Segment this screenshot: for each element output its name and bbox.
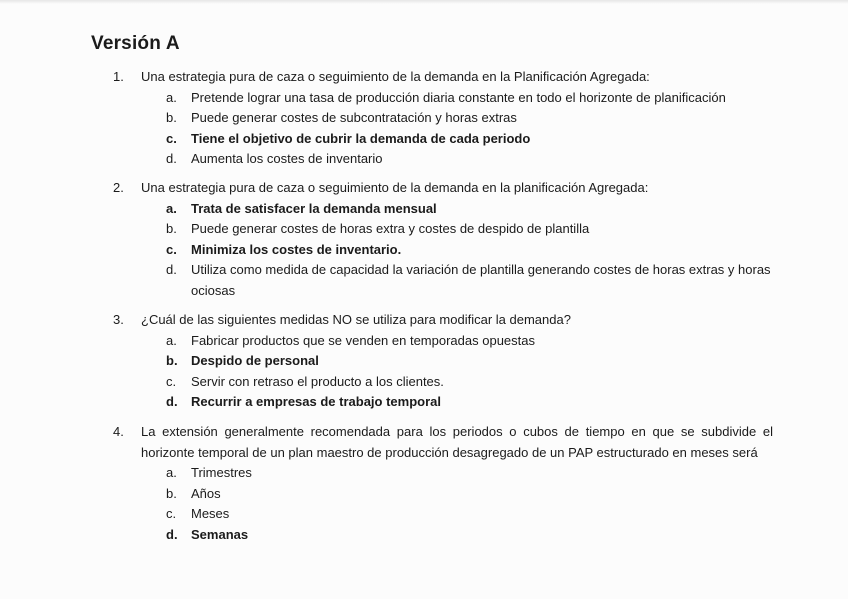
option-d bbox=[166, 525, 773, 546]
option-text: Servir con retraso el producto a los clientes. bbox=[191, 373, 444, 389]
option-a bbox=[166, 463, 773, 484]
option-b bbox=[166, 484, 773, 505]
question-number: 4. bbox=[113, 424, 124, 439]
option-letter: a. bbox=[166, 465, 177, 480]
option-text: Puede generar costes de horas extra y costes de despido de plantilla bbox=[191, 221, 590, 236]
question-text: ¿Cuál de las siguientes medidas NO se utiliza para modificar la demanda? bbox=[141, 312, 571, 327]
question-text: Una estrategia pura de caza o seguimiento de la demanda en la planificación Agregada: bbox=[141, 180, 649, 195]
scan-edge bbox=[0, 0, 848, 4]
option-c bbox=[166, 129, 773, 150]
option-d bbox=[166, 392, 773, 413]
question-text: La extensión generalmente recomendada para los periodos o cubos de tiempo en que se subdivide el horizonte temporal de un plan maestro de producción desagregado de un PAP estructurado en meses será bbox=[141, 424, 773, 460]
option-b bbox=[166, 219, 773, 240]
option-letter: b. bbox=[166, 353, 178, 368]
option-a bbox=[166, 199, 773, 220]
option-text: Meses bbox=[191, 506, 230, 521]
question-4 bbox=[113, 422, 773, 545]
option-c bbox=[166, 240, 773, 261]
option-b bbox=[166, 351, 773, 372]
option-letter: c. bbox=[166, 373, 177, 389]
option-text: Años bbox=[191, 485, 221, 501]
option-text: Tiene el objetivo de cubrir la demanda de cada periodo bbox=[191, 130, 531, 146]
option-letter: a. bbox=[166, 332, 177, 348]
option-text: Minimiza los costes de inventario. bbox=[191, 241, 402, 257]
option-a bbox=[166, 331, 773, 352]
option-text: Trimestres bbox=[191, 465, 252, 480]
option-letter: d. bbox=[166, 262, 177, 277]
option-text: Fabricar productos que se venden en temporadas opuestas bbox=[191, 332, 535, 348]
option-d bbox=[166, 149, 773, 170]
question-text: Una estrategia pura de caza o seguimiento de la demanda en la Planificación Agregada: bbox=[141, 69, 650, 84]
question-2 bbox=[113, 178, 773, 301]
option-text: Recurrir a empresas de trabajo temporal bbox=[191, 394, 441, 409]
question-3 bbox=[113, 310, 773, 413]
option-text: Trata de satisfacer la demanda mensual bbox=[191, 200, 437, 216]
option-text: Aumenta los costes de inventario bbox=[191, 151, 383, 166]
option-letter: b. bbox=[166, 110, 177, 125]
option-text: Utiliza como medida de capacidad la variación de plantilla generando costes de horas extras y horas ociosas bbox=[191, 262, 771, 298]
option-d bbox=[166, 260, 773, 301]
option-c bbox=[166, 504, 773, 525]
option-letter: c. bbox=[166, 506, 177, 521]
option-letter: a. bbox=[166, 200, 177, 216]
option-letter: d. bbox=[166, 526, 178, 542]
option-letter: d. bbox=[166, 394, 178, 409]
question-number: 1. bbox=[113, 69, 124, 84]
option-letter: c. bbox=[166, 130, 177, 146]
option-letter: c. bbox=[166, 241, 177, 257]
option-text: Puede generar costes de subcontratación y horas extras bbox=[191, 110, 517, 125]
option-text: Pretende lograr una tasa de producción diaria constante en todo el horizonte de planificación bbox=[191, 89, 726, 105]
option-a bbox=[166, 88, 773, 109]
option-b bbox=[166, 108, 773, 129]
question-1 bbox=[113, 67, 773, 170]
option-text: Despido de personal bbox=[191, 353, 319, 368]
page-title: Versión A bbox=[91, 33, 180, 54]
option-letter: a. bbox=[166, 89, 177, 105]
option-text: Semanas bbox=[191, 526, 249, 542]
option-letter: b. bbox=[166, 221, 177, 236]
question-number: 3. bbox=[113, 312, 124, 327]
question-number: 2. bbox=[113, 180, 124, 195]
option-letter: b. bbox=[166, 485, 177, 501]
option-letter: d. bbox=[166, 151, 177, 166]
option-c bbox=[166, 372, 773, 393]
